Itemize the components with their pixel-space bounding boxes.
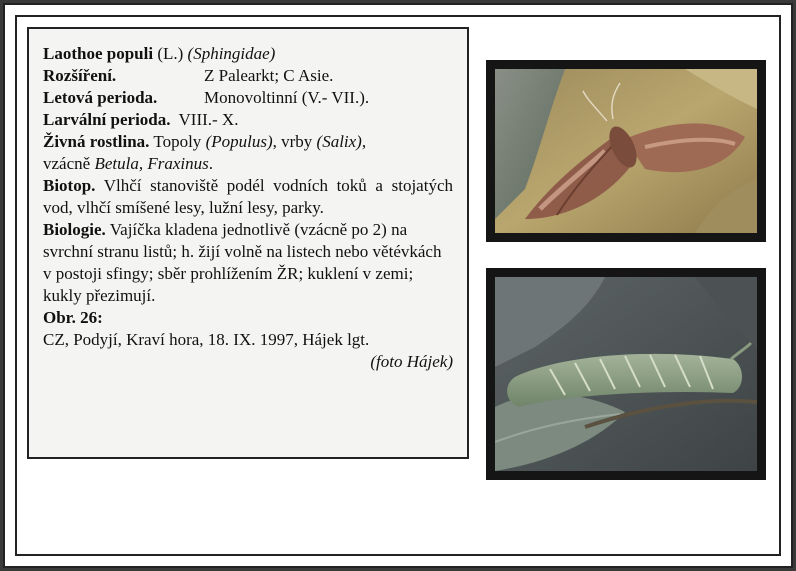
distribution-row	[43, 65, 453, 87]
larval-period-value: VIII.- X.	[178, 110, 239, 129]
photo-credit: (foto Hájek)	[370, 352, 453, 371]
flight-period-row	[43, 87, 453, 109]
biology-text: Vajíčka kladena jednotlivě (vzácně po 2) na svrchní stranu listů; h. žijí volně na listech nebo větévkách v postoji sfingy; sběr prohlížením ŽR; kuklení v zemi; kukly přezimují.	[43, 220, 442, 305]
biotope-label: Biotop.	[43, 176, 96, 195]
host-plant-text-1: Topoly	[153, 132, 202, 151]
species-description	[29, 29, 467, 373]
host-plant-populus: (Populus)	[205, 132, 273, 151]
host-plant-salix: (Salix)	[316, 132, 362, 151]
locality-text: CZ, Podyjí, Kraví hora, 18. IX. 1997, Hájek lgt.	[43, 330, 370, 349]
host-plant-line-2	[43, 153, 453, 175]
biology-paragraph	[43, 219, 453, 307]
species-author: (L.)	[157, 44, 184, 63]
flight-period-label: Letová perioda.	[43, 88, 158, 107]
biotope-paragraph	[43, 175, 453, 219]
host-plant-text-3: ,	[361, 132, 367, 151]
figure-label: Obr. 26:	[43, 308, 103, 327]
caterpillar-photo	[486, 268, 766, 480]
distribution-label: Rozšíření.	[43, 66, 117, 85]
biology-label: Biologie.	[43, 220, 106, 239]
species-family: (Sphingidae)	[187, 44, 276, 63]
host-plant-label: Živná rostlina.	[43, 132, 150, 151]
host-plant-genera: Betula, Fraxinus	[94, 154, 209, 173]
host-plant-text-2: , vrby	[272, 132, 313, 151]
card-frame	[15, 15, 781, 556]
biotope-text: Vlhčí stanoviště podél vodních toků a stojatých vod, vlhčí smíšené lesy, lužní lesy, parky.	[43, 176, 453, 217]
caterpillar-image	[495, 277, 757, 471]
page-frame	[3, 3, 793, 568]
species-name: Laothoe populi	[43, 44, 154, 63]
larval-period-label: Larvální perioda.	[43, 110, 171, 129]
species-text-panel	[27, 27, 469, 459]
species-title	[43, 43, 453, 65]
host-plant-rare: vzácně	[43, 154, 91, 173]
moth-image	[495, 69, 757, 233]
host-plant-line-1	[43, 131, 453, 153]
host-plant-end: .	[208, 154, 213, 173]
moth-photo	[486, 60, 766, 242]
larval-period-row	[43, 109, 453, 131]
distribution-value: Z Palearkt; C Asie.	[204, 66, 334, 85]
flight-period-value: Monovoltinní (V.- VII.).	[204, 88, 370, 107]
